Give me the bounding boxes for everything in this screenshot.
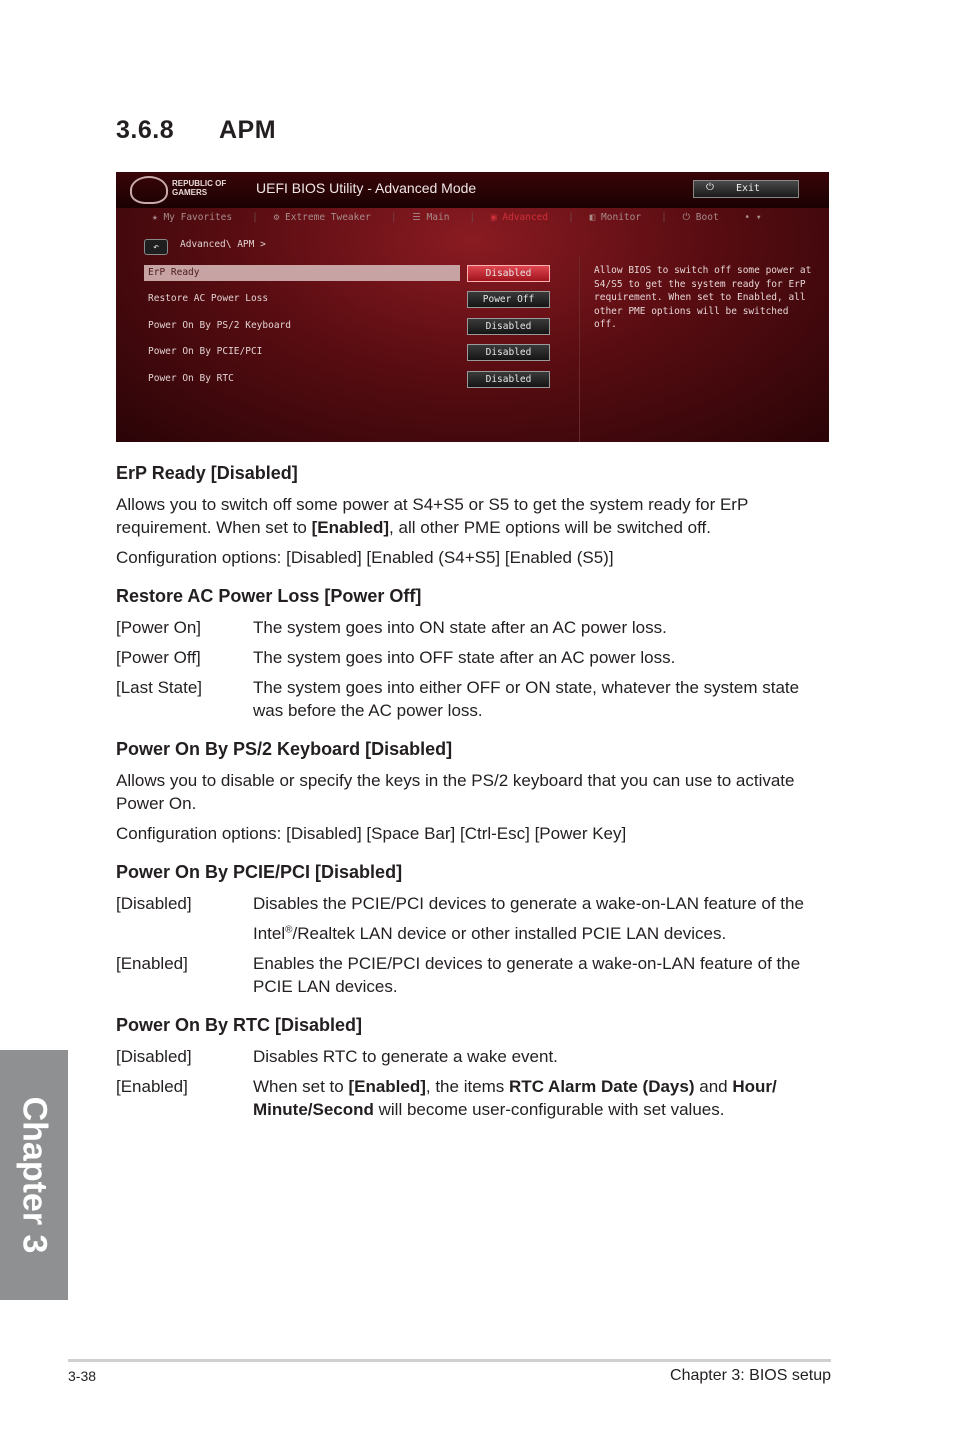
nav-more-icon[interactable]: • ▾ xyxy=(744,212,762,223)
pcie-heading: Power On By PCIE/PCI [Disabled] xyxy=(116,862,403,882)
footer-chapter: Chapter 3: BIOS setup xyxy=(670,1367,831,1384)
exit-button[interactable] xyxy=(693,180,799,198)
rtc-value[interactable]: Disabled xyxy=(467,371,550,388)
chapter-side-tab-label: Chapter 3 xyxy=(15,1096,54,1254)
bios-help-text: Allow BIOS to switch off some power at S4/S5 to get the system ready for ErP requirement. When set to Enabled, all other PME options will be switched off. xyxy=(594,265,812,330)
rog-logo-text: REPUBLIC OF GAMERS xyxy=(172,179,227,197)
ps2-description: Allows you to disable or specify the keys in the PS/2 keyboard that you can use to activate Power On. xyxy=(116,771,795,813)
help-divider xyxy=(579,257,580,442)
rtc-enabled-term: [Enabled] xyxy=(116,1077,188,1096)
rtc-disabled-desc: Disables RTC to generate a wake event. xyxy=(253,1047,558,1066)
pcie-enabled-term: [Enabled] xyxy=(116,954,188,973)
bios-item-restore-ac[interactable]: Restore AC Power Loss xyxy=(148,293,269,304)
pcie-disabled-term: [Disabled] xyxy=(116,894,192,913)
pcie-disabled-desc-line1: Disables the PCIE/PCI devices to generate a wake-on-LAN feature of the xyxy=(253,894,804,913)
erp-description: Allows you to switch off some power at S4+S5 or S5 to get the system ready for ErP requirement. When set to [Enabled], all other PME options will be switched off. xyxy=(116,495,748,537)
erp-heading: ErP Ready [Disabled] xyxy=(116,463,298,483)
restore-option-term: [Power On] xyxy=(116,618,202,637)
tab-main[interactable]: ☰ Main xyxy=(412,212,450,223)
bios-item-ps2-keyboard[interactable]: Power On By PS/2 Keyboard xyxy=(148,320,291,331)
section-title xyxy=(116,116,276,145)
pcie-disabled-desc-line2: Intel®/Realtek LAN device or other installed PCIE LAN devices. xyxy=(253,924,727,943)
restore-option-desc: The system goes into ON state after an AC power loss. xyxy=(253,618,667,637)
pcie-pci-value[interactable]: Disabled xyxy=(467,344,550,361)
section-number: 3.6.8 xyxy=(116,116,175,144)
bios-title: UEFI BIOS Utility - Advanced Mode xyxy=(256,180,477,196)
erp-config-options: Configuration options: [Disabled] [Enabled (S4+S5] [Enabled (S5)] xyxy=(116,548,614,567)
back-arrow-icon: ↶ xyxy=(152,242,160,253)
exit-icon: ⏻ xyxy=(706,182,714,193)
tab-boot[interactable]: ⏻ Boot xyxy=(682,212,719,223)
restore-option-term: [Last State] xyxy=(116,678,202,697)
exit-label: Exit xyxy=(736,183,761,194)
tab-monitor[interactable]: ◧ Monitor xyxy=(589,212,642,223)
restore-heading: Restore AC Power Loss [Power Off] xyxy=(116,586,422,606)
restore-option-desc: The system goes into either OFF or ON state, whatever the system state was before the AC power loss. xyxy=(253,678,800,720)
restore-option-desc: The system goes into OFF state after an AC power loss. xyxy=(253,648,676,667)
pcie-enabled-desc: Enables the PCIE/PCI devices to generate a wake-on-LAN feature of the PCIE LAN devices. xyxy=(253,954,801,996)
rtc-heading: Power On By RTC [Disabled] xyxy=(116,1015,363,1035)
section-name: APM xyxy=(219,116,277,144)
bios-header xyxy=(116,172,829,208)
tab-extreme-tweaker[interactable]: ⚙ Extreme Tweaker xyxy=(273,212,371,223)
ps2-heading: Power On By PS/2 Keyboard [Disabled] xyxy=(116,739,453,759)
bios-screenshot xyxy=(116,172,829,442)
footer-rule xyxy=(68,1359,831,1362)
restore-option-term: [Power Off] xyxy=(116,648,201,667)
bios-item-rtc[interactable]: Power On By RTC xyxy=(148,373,234,384)
bios-nav-tabs: ★ My Favorites | ⚙ Extreme Tweaker | ☰ Main | ▣ Advanced | ◧ Monitor | ⏻ Boot • ▾ xyxy=(152,212,762,223)
ps2-config-options: Configuration options: [Disabled] [Space Bar] [Ctrl-Esc] [Power Key] xyxy=(116,824,627,843)
chapter-side-tab xyxy=(0,1050,68,1300)
tab-advanced[interactable]: ▣ Advanced xyxy=(490,212,549,223)
breadcrumb: Advanced\ APM > xyxy=(180,239,266,250)
erp-ready-value[interactable]: Disabled xyxy=(467,265,550,282)
rtc-disabled-term: [Disabled] xyxy=(116,1047,192,1066)
page-number: 3-38 xyxy=(68,1368,97,1384)
bios-item-pcie-pci[interactable]: Power On By PCIE/PCI xyxy=(148,346,263,357)
ps2-keyboard-value[interactable]: Disabled xyxy=(467,318,550,335)
back-button[interactable] xyxy=(144,239,168,255)
rog-logo-icon xyxy=(130,176,168,204)
tab-my-favorites[interactable]: ★ My Favorites xyxy=(152,212,233,223)
rtc-enabled-desc: When set to [Enabled], the items RTC Alarm Date (Days) and Hour/ Minute/Second will become user-configurable with set values. xyxy=(253,1077,777,1119)
bios-item-erp-ready[interactable]: ErP Ready xyxy=(144,265,460,281)
restore-ac-value[interactable]: Power Off xyxy=(467,291,550,308)
